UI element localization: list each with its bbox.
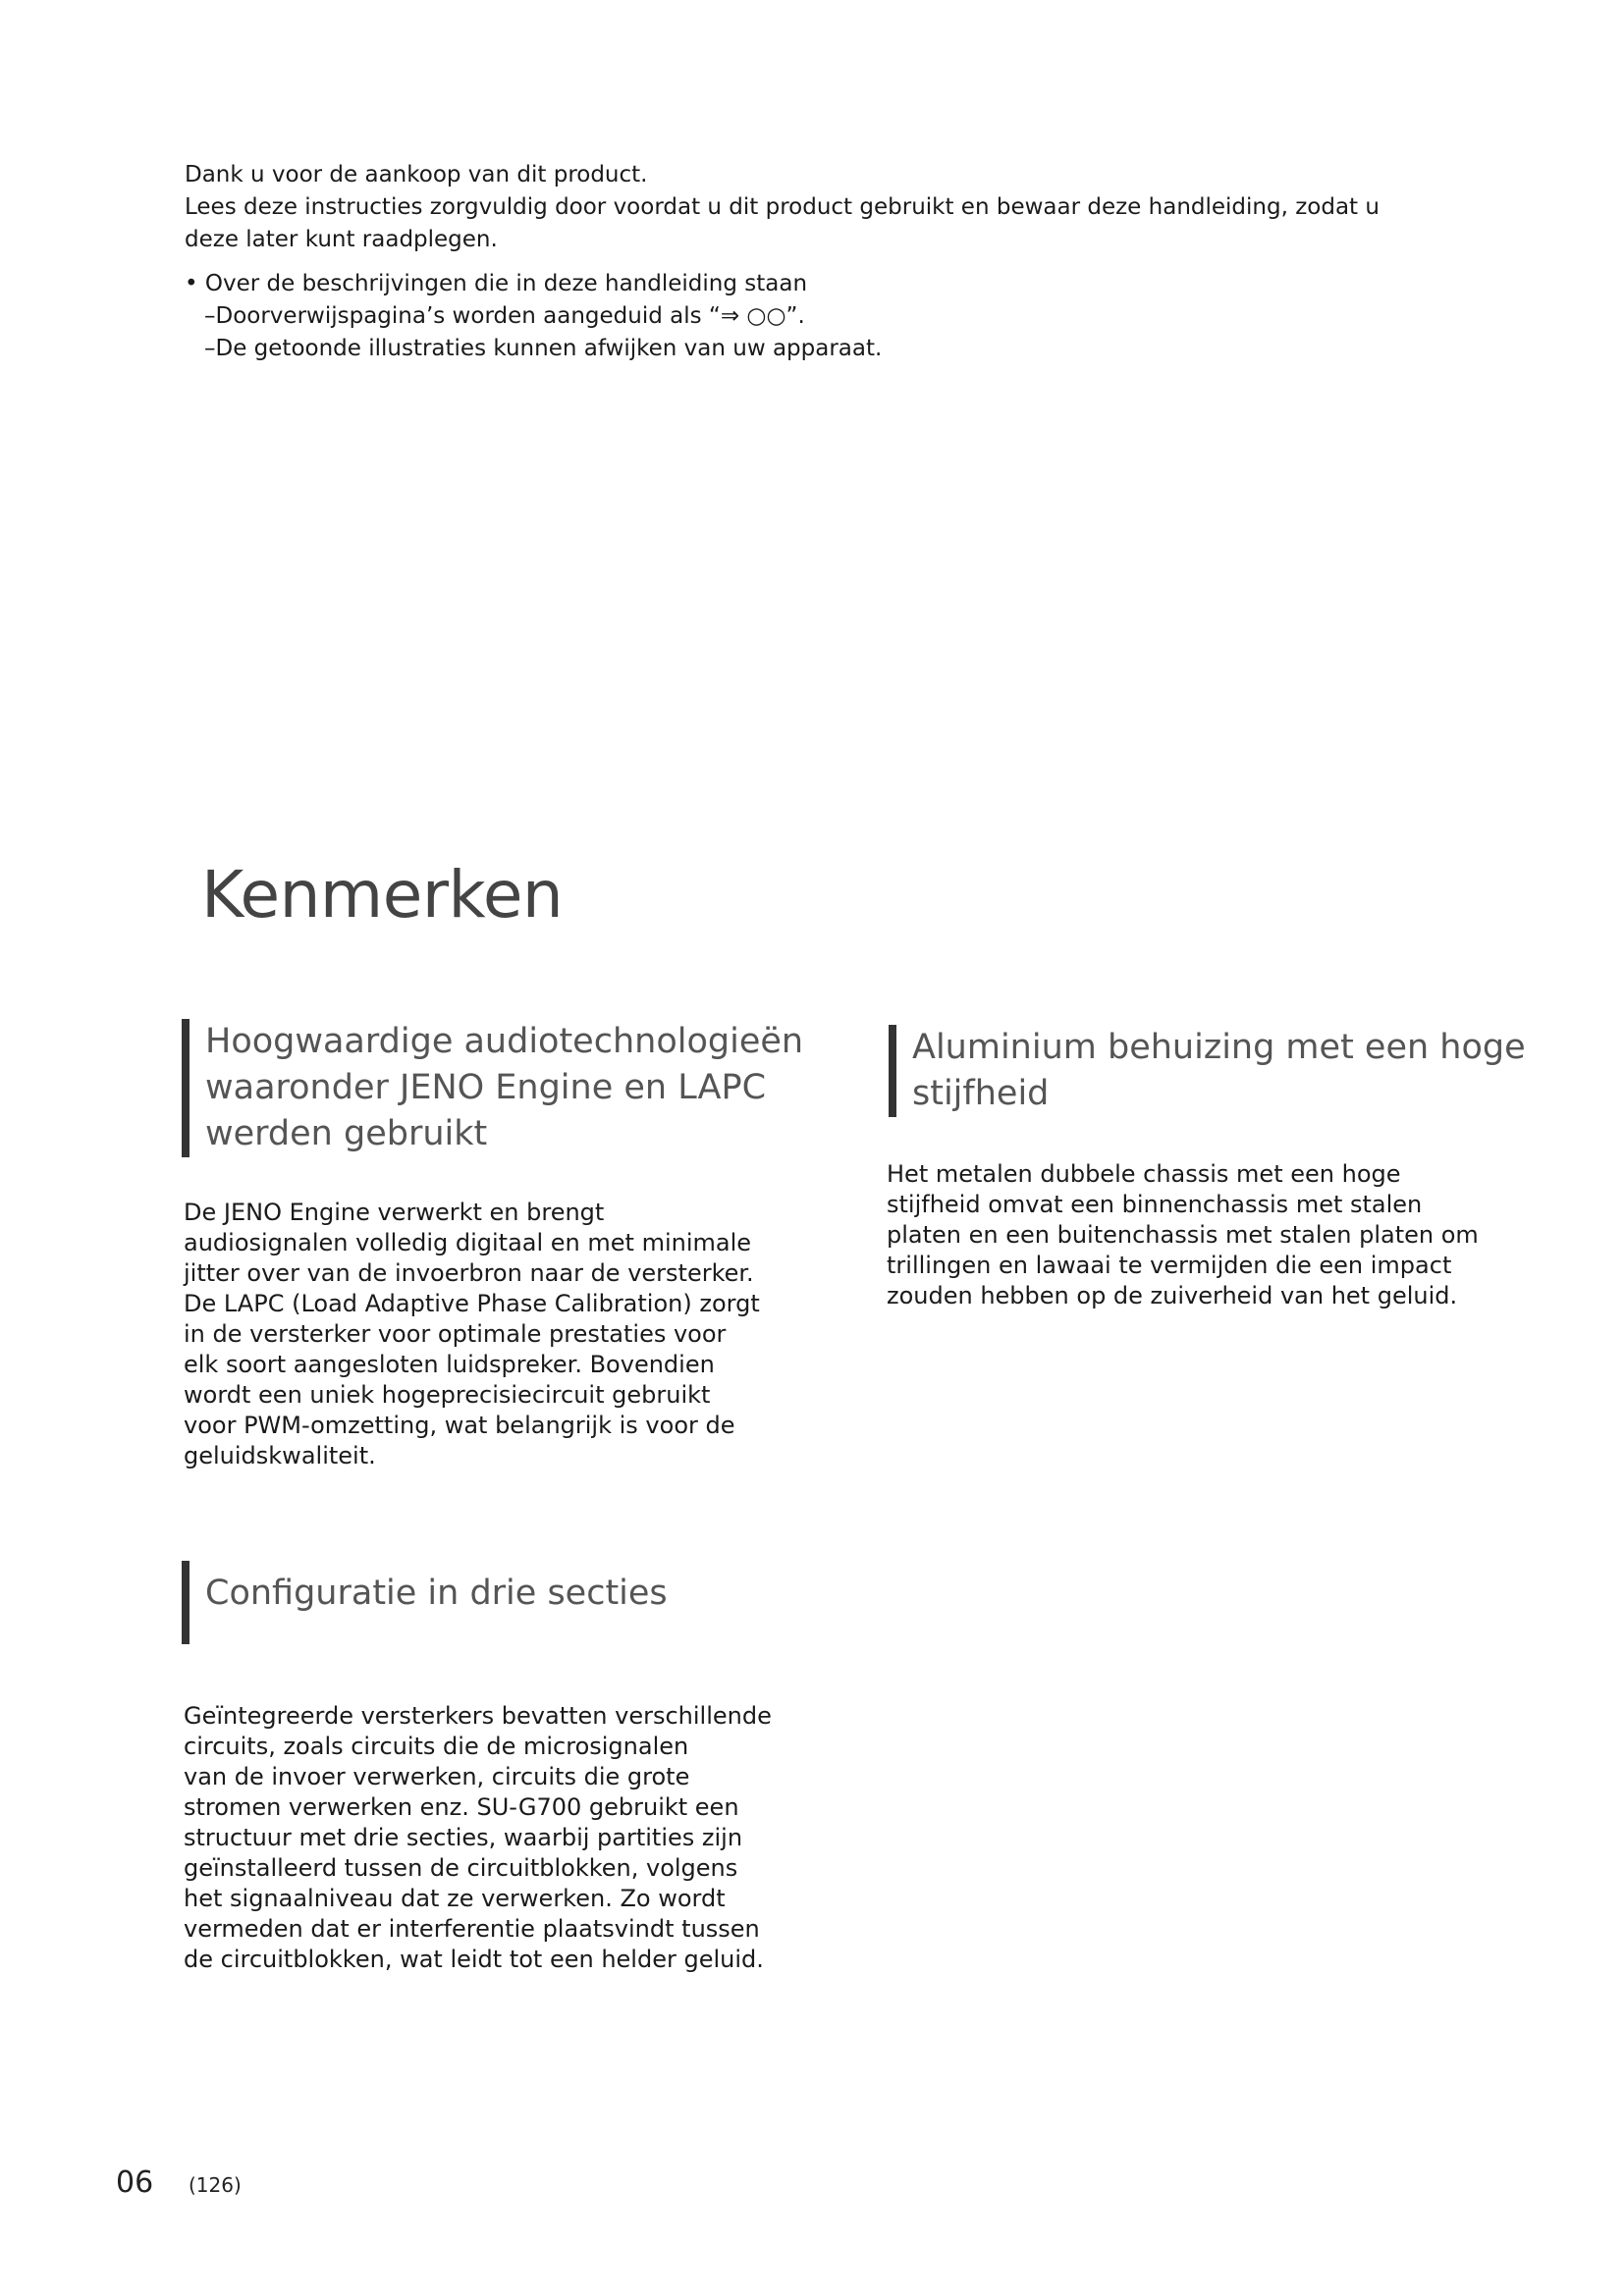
body-line: De LAPC (Load Adaptive Phase Calibration) zorgt [184, 1290, 760, 1317]
body-line: audiosignalen volledig digitaal en met minimale [184, 1229, 752, 1256]
body-line: geïnstalleerd tussen de circuitblokken, volgens [184, 1854, 738, 1882]
body-line: De JENO Engine verwerkt en brengt [184, 1199, 605, 1226]
body-line: zouden hebben op de zuiverheid van het geluid. [887, 1282, 1458, 1309]
intro-sub-item: –De getoonde illustraties kunnen afwijken van uw apparaat. [204, 336, 883, 361]
feature-body [887, 1159, 1479, 1311]
intro-sub-item: –Doorverwijspagina’s worden aangeduid als “⇒ ○○”. [204, 303, 805, 329]
body-line: stromen verwerken enz. SU-G700 gebruikt een [184, 1793, 739, 1821]
body-line: trillingen en lawaai te vermijden die een impact [887, 1252, 1452, 1279]
feature-body [184, 1198, 760, 1471]
feature-heading-line: waaronder JENO Engine en LAPC [205, 1068, 767, 1107]
body-line: structuur met drie secties, waarbij partities zijn [184, 1824, 743, 1851]
body-line: Geïntegreerde versterkers bevatten verschillende [184, 1702, 772, 1730]
body-line: vermeden dat er interferentie plaatsvindt tussen [184, 1915, 760, 1943]
body-line: jitter over van de invoerbron naar de versterker. [184, 1259, 754, 1287]
body-line: wordt een uniek hogeprecisiecircuit gebruikt [184, 1381, 711, 1409]
intro-line: deze later kunt raadplegen. [185, 227, 498, 252]
sub-page-number: (126) [189, 2173, 242, 2197]
feature-heading [182, 1561, 668, 1644]
intro-bullet: • Over de beschrijvingen die in deze handleiding staan [185, 271, 808, 296]
feature-heading-line: Hoogwaardige audiotechnologieën [205, 1022, 804, 1061]
body-line: stijfheid omvat een binnenchassis met stalen [887, 1191, 1423, 1218]
feature-heading-line: werden gebruikt [205, 1114, 488, 1153]
body-line: in de versterker voor optimale prestaties voor [184, 1320, 727, 1348]
body-line: de circuitblokken, wat leidt tot een helder geluid. [184, 1946, 764, 1973]
intro-line: Dank u voor de aankoop van dit product. [185, 162, 648, 187]
body-line: voor PWM-omzetting, wat belangrijk is voor de [184, 1412, 735, 1439]
feature-body [184, 1701, 772, 1975]
feature-heading-line: Aluminium behuizing met een hoge [912, 1028, 1526, 1067]
body-line: elk soort aangesloten luidspreker. Bovendien [184, 1351, 715, 1378]
feature-heading-line: stijfheid [912, 1074, 1050, 1113]
section-title: Kenmerken [201, 857, 564, 933]
body-line: platen en een buitenchassis met stalen platen om [887, 1221, 1479, 1249]
body-line: Het metalen dubbele chassis met een hoge [887, 1160, 1401, 1188]
feature-heading [889, 1025, 1526, 1117]
body-line: van de invoer verwerken, circuits die grote [184, 1763, 690, 1790]
intro-line: Lees deze instructies zorgvuldig door voordat u dit product gebruikt en bewaar deze handleiding, zodat u [185, 194, 1380, 220]
intro-text [185, 159, 1461, 365]
feature-heading [182, 1019, 803, 1157]
body-line: geluidskwaliteit. [184, 1442, 376, 1469]
body-line: het signaalniveau dat ze verwerken. Zo wordt [184, 1885, 726, 1912]
feature-heading-line: Configuratie in drie secties [205, 1574, 668, 1613]
body-line: circuits, zoals circuits die de microsignalen [184, 1733, 689, 1760]
page-number: 06 [116, 2165, 154, 2200]
